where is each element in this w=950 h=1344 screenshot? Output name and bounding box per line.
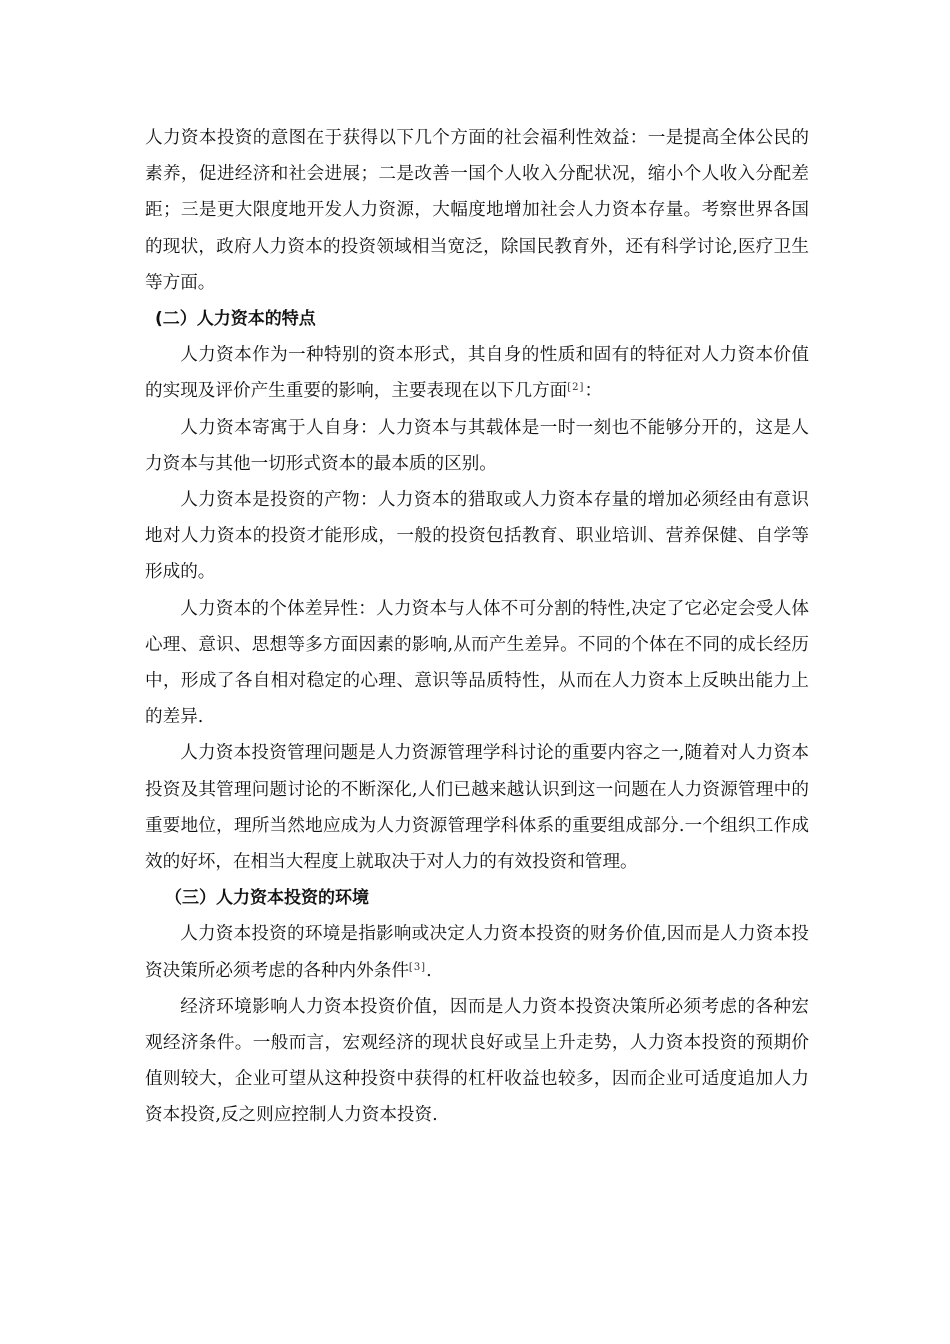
paragraph-text: 人力资本投资的环境是指影响或决定人力资本投资的财务价值,因而是人力资本投资决策所必须考虑的各种内外条件 xyxy=(145,924,809,981)
paragraph-individual-difference: 人力资本的个体差异性：人力资本与人体不可分割的特性,决定了它必定会受人体心理、意识、思想等多方面因素的影响,从而产生差异。不同的个体在不同的成长经历中，形成了各自相对稳定的心理、意识等品质特性，从而在人力资本上反映出能力上的差异. xyxy=(145,598,809,728)
section-heading-environment: （三）人力资本投资的环境 xyxy=(165,888,369,909)
paragraph-capital-form xyxy=(145,337,809,409)
citation-marker: [2] xyxy=(567,382,585,394)
paragraph-tail: ： xyxy=(584,381,603,402)
section-heading-characteristics: (二）人力资本的特点 xyxy=(155,309,316,330)
paragraph-text: 人力资本作为一种特别的资本形式，其自身的性质和固有的特征对人力资本价值的实现及评价产生重要的影响，主要表现在以下几方面 xyxy=(145,345,809,402)
paragraph-investment-management: 人力资本投资管理问题是人力资源管理学科讨论的重要内容之一,随着对人力资本投资及其管理问题讨论的不断深化,人们已越来越认识到这一问题在人力资源管理中的重要地位，理所当然地应成为人力资源管理学科体系的重要组成部分.一个组织工作成效的好坏，在相当大程度上就取决于对人力的有效投资和管理。 xyxy=(145,743,809,873)
document-body xyxy=(145,120,809,1134)
paragraph-economic-environment: 经济环境影响人力资本投资价值，因而是人力资本投资决策所必须考虑的各种宏观经济条件。一般而言，宏观经济的现状良好或呈上升走势，人力资本投资的预期价值则较大，企业可望从这种投资中获得的杠杆收益也较多，因而企业可适度追加人力资本投资,反之则应控制人力资本投资. xyxy=(145,996,809,1126)
paragraph-environment-definition xyxy=(145,916,809,988)
paragraph-product-of-investment: 人力资本是投资的产物：人力资本的猎取或人力资本存量的增加必须经由有意识地对人力资本的投资才能形成，一般的投资包括教育、职业培训、营养保健、自学等形成的。 xyxy=(145,490,809,583)
paragraph-tail: . xyxy=(426,960,432,981)
paragraph-inherent-in-person: 人力资本寄寓于人自身：人力资本与其载体是一时一刻也不能够分开的，这是人力资本与其他一切形式资本的最本质的区别。 xyxy=(145,417,809,474)
citation-marker: [3] xyxy=(408,961,427,973)
paragraph-welfare-benefits: 人力资本投资的意图在于获得以下几个方面的社会福利性效益：一是提高全体公民的素养，促进经济和社会进展；二是改善一国个人收入分配状况，缩小个人收入分配差距；三是更大限度地开发人力资源，大幅度地增加社会人力资本存量。考察世界各国的现状，政府人力资本的投资领域相当宽泛，除国民教育外，还有科学讨论,医疗卫生等方面。 xyxy=(145,128,809,293)
